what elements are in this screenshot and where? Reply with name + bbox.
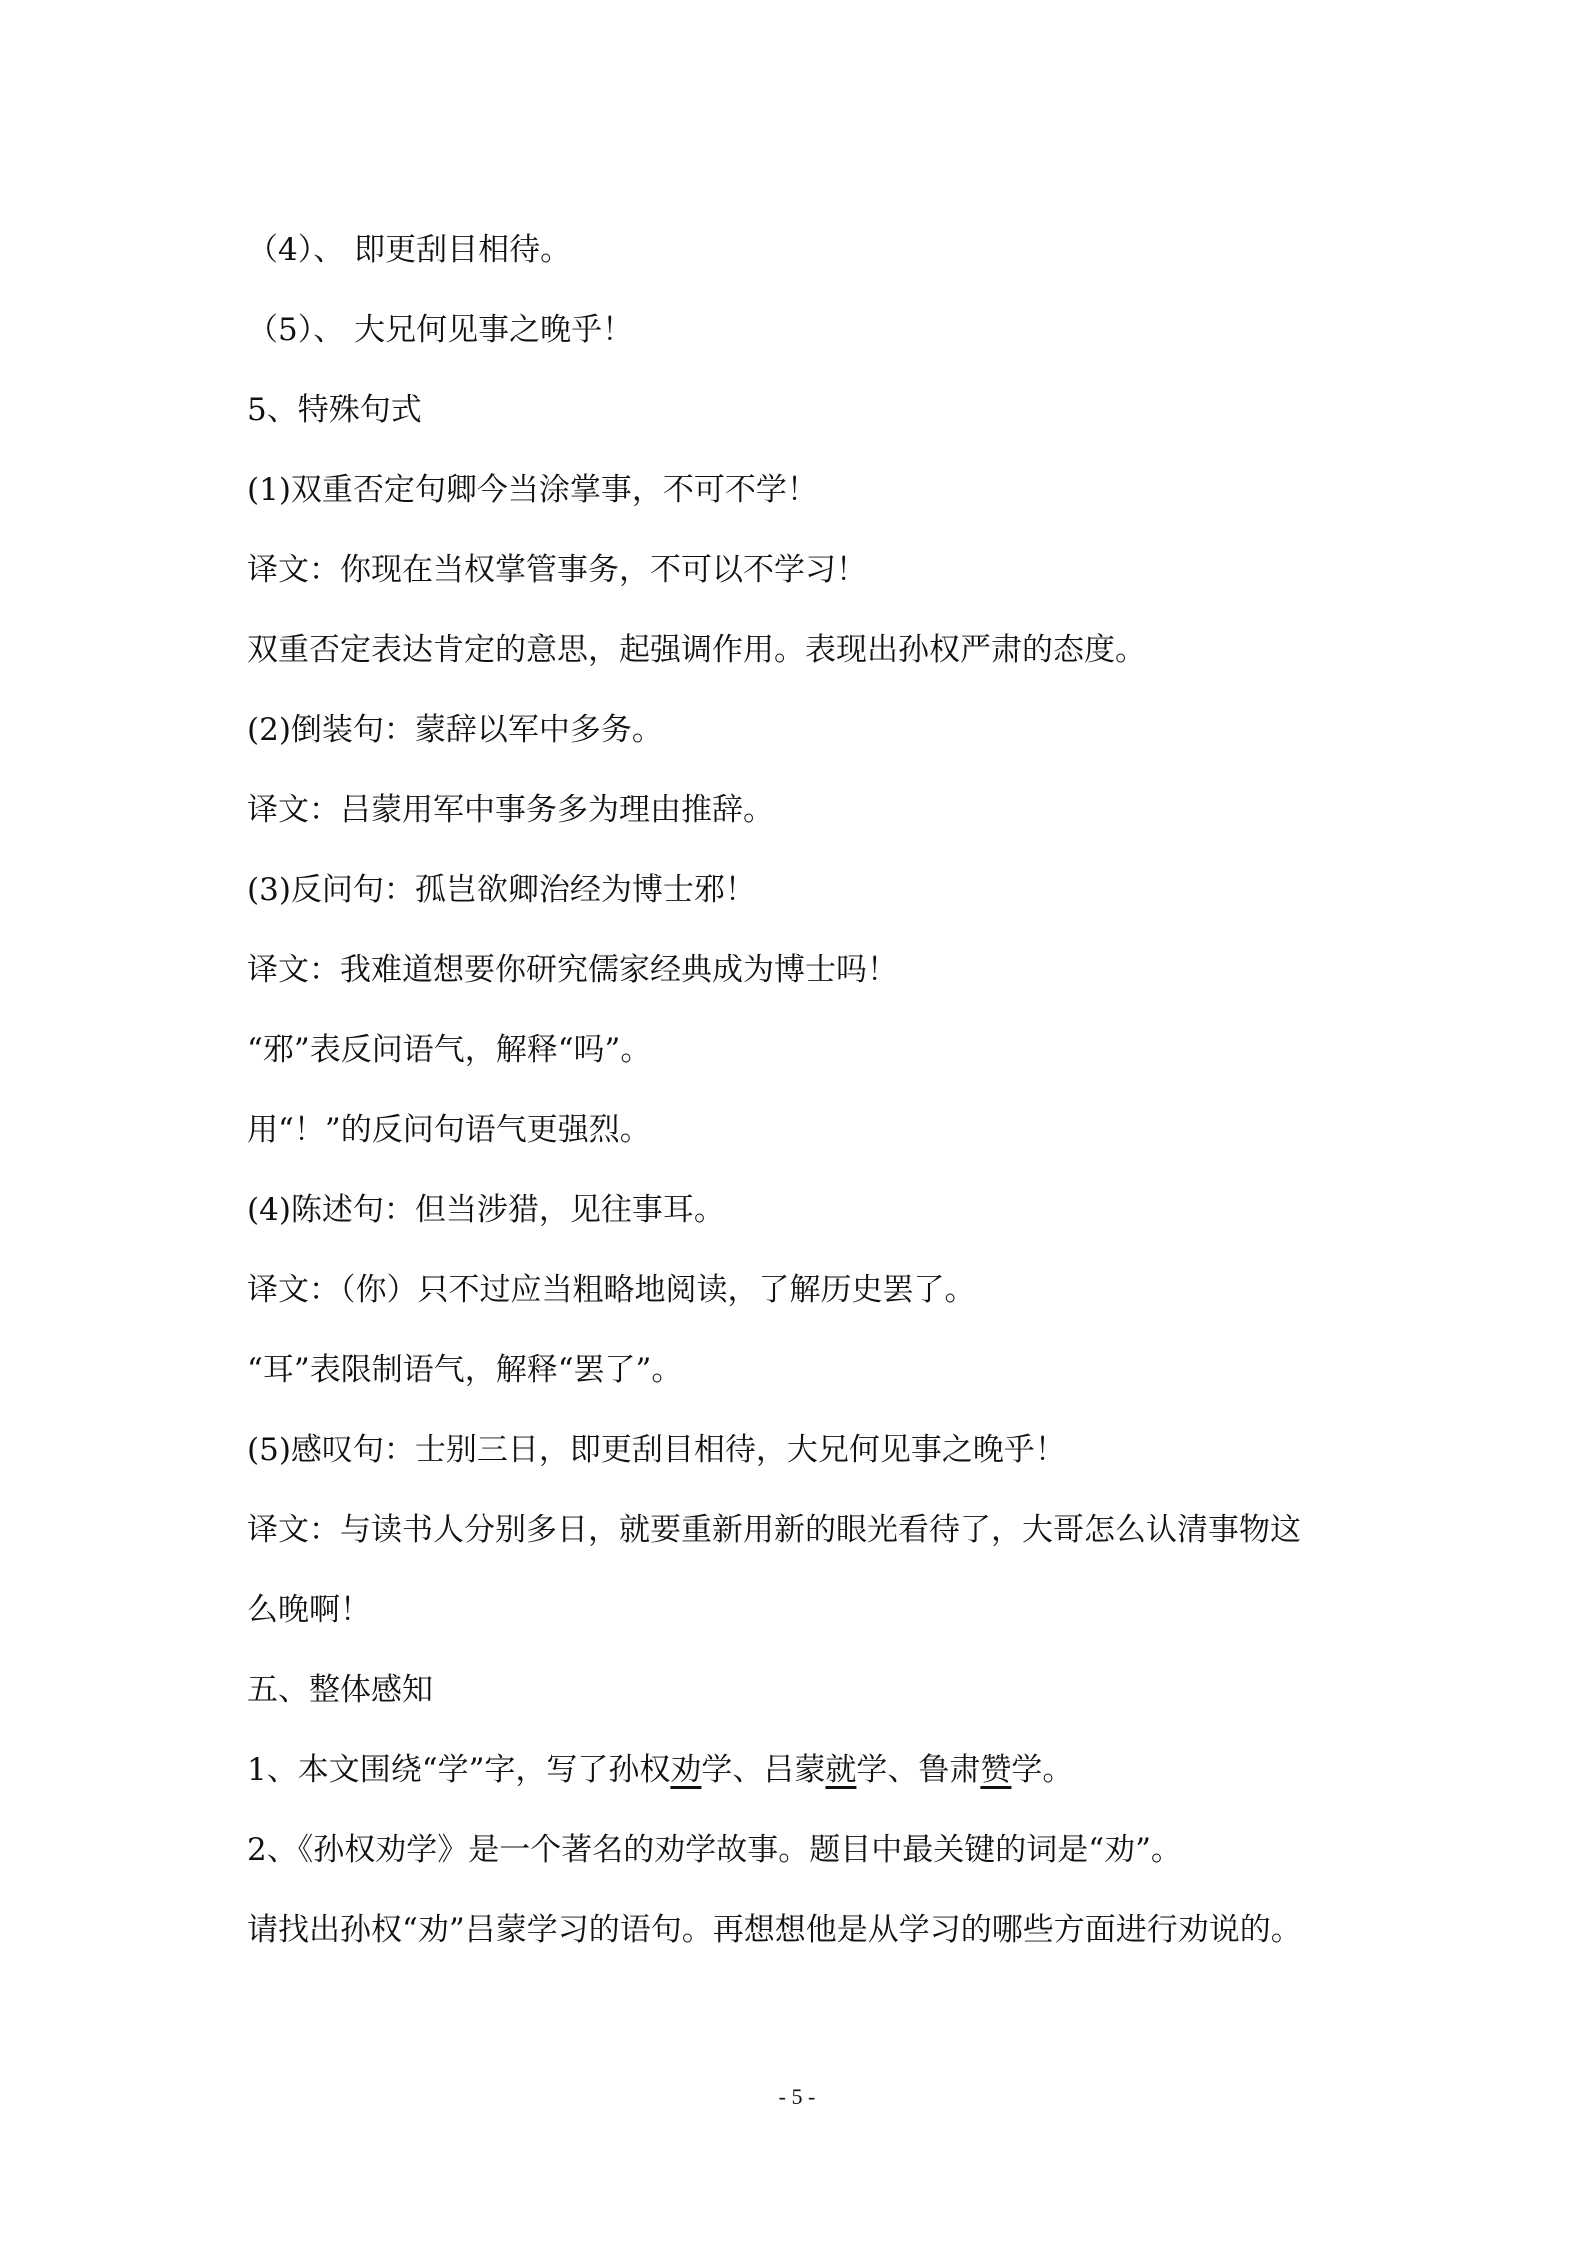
text-line: 译文：吕蒙用军中事务多为理由推辞。 (247, 792, 774, 828)
text-line: (1)双重否定句卿今当涂掌事，不可不学！ (247, 472, 818, 508)
text-line: 译文：你现在当权掌管事务，不可以不学习！ (247, 552, 867, 588)
text-line: 译文：（你）只不过应当粗略地阅读，了解历史罢了。 (247, 1272, 976, 1308)
text-line: 译文：与读书人分别多日，就要重新用新的眼光看待了，大哥怎么认清事物这 (247, 1512, 1301, 1548)
summary-text: 学、鲁肃 (856, 1752, 981, 1788)
text-line: （4）、 即更刮目相待。 (247, 232, 572, 268)
text-line: 么晚啊！ (247, 1592, 371, 1628)
summary-text: 学。 (1011, 1752, 1074, 1788)
underlined-word: 就 (825, 1752, 857, 1788)
text-line: （5）、 大兄何见事之晚乎！ (247, 312, 634, 348)
text-line: (2)倒装句：蒙辞以军中多务。 (247, 712, 663, 748)
text-line: “邪”表反问语气，解释“吗”。 (247, 1032, 652, 1068)
summary-text: 1、本文围绕“学”字，写了孙权 (247, 1752, 671, 1788)
text-line: 译文：我难道想要你研究儒家经典成为博士吗！ (247, 952, 898, 988)
page-number: - 5 - (778, 2084, 816, 2109)
section-heading: 五、整体感知 (247, 1672, 433, 1708)
text-line: (5)感叹句：士别三日，即更刮目相待，大兄何见事之晚乎！ (247, 1432, 1066, 1468)
text-line: (4)陈述句：但当涉猎，见往事耳。 (247, 1192, 725, 1228)
text-line: (3)反问句：孤岂欲卿治经为博士邪！ (247, 872, 756, 908)
section-heading: 5、特殊句式 (247, 392, 422, 428)
text-line: 用“！”的反问句语气更强烈。 (247, 1112, 651, 1148)
underlined-word: 赞 (980, 1752, 1012, 1788)
underlined-word: 劝 (670, 1752, 702, 1788)
text-line: 请找出孙权“劝”吕蒙学习的语句。再想想他是从学习的哪些方面进行劝说的。 (247, 1912, 1302, 1948)
summary-text: 学、吕蒙 (701, 1752, 826, 1788)
summary-line (247, 1750, 1073, 1790)
text-line: 双重否定表达肯定的意思，起强调作用。表现出孙权严肃的态度。 (247, 632, 1146, 668)
text-line: 2、《孙权劝学》是一个著名的劝学故事。题目中最关键的词是“劝”。 (247, 1832, 1182, 1868)
text-line: “耳”表限制语气，解释“罢了”。 (247, 1352, 683, 1388)
